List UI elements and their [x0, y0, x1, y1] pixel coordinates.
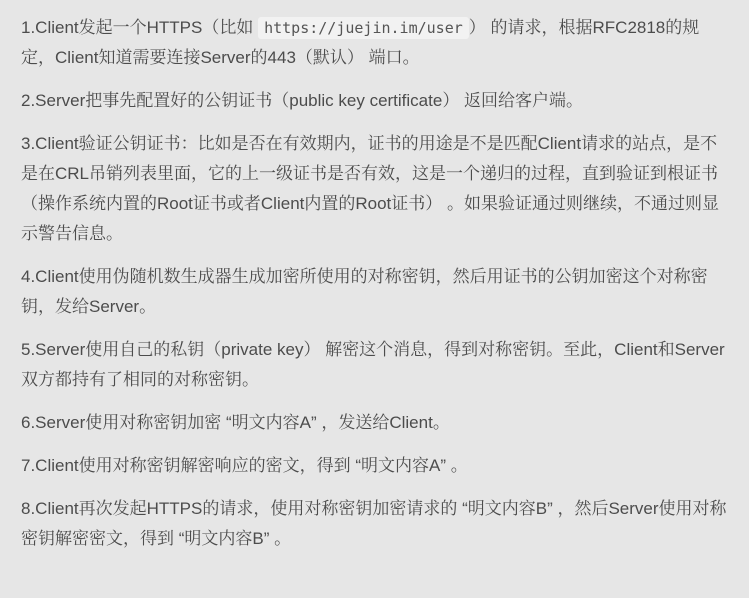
paragraph-step-7 [21, 451, 727, 481]
step-5-text: 5.Server使用自己的私钥（private key） 解密这个消息，得到对称密钥。至此，Client和Server双方都持有了相同的对称密钥。 [21, 340, 725, 389]
paragraph-step-8 [21, 494, 727, 554]
paragraph-step-2 [21, 86, 727, 116]
paragraph-step-3 [21, 129, 727, 249]
paragraph-step-4 [21, 262, 727, 322]
step-1-text-after-code: ） 的请求，根据RFC2818的规定，Client知道需要连接Server的443（默认） 端口。 [21, 18, 700, 67]
step-3-text: 3.Client验证公钥证书：比如是否在有效期内，证书的用途是不是匹配Client请求的站点，是不是在CRL吊销列表里面，它的上一级证书是否有效，这是一个递归的过程，直到验证到根证书（操作系统内置的Root证书或者Client内置的Root证书） 。如果验证通过则继续，不通过则显示警告信息。 [21, 134, 720, 243]
paragraph-step-6 [21, 408, 727, 438]
step-7-text: 7.Client使用对称密钥解密响应的密文，得到 “明文内容A” 。 [21, 456, 468, 475]
step-1-text-before-code: 1.Client发起一个HTTPS（比如 [21, 18, 259, 37]
article-content [0, 13, 749, 554]
article-page [0, 13, 749, 598]
step-6-text: 6.Server使用对称密钥加密 “明文内容A” ，发送给Client。 [21, 413, 450, 432]
step-4-text: 4.Client使用伪随机数生成器生成加密所使用的对称密钥，然后用证书的公钥加密这个对称密钥，发给Server。 [21, 267, 708, 316]
step-8-text: 8.Client再次发起HTTPS的请求，使用对称密钥加密请求的 “明文内容B” ，然后Server使用对称密钥解密密文，得到 “明文内容B” 。 [21, 499, 727, 548]
paragraph-step-5 [21, 335, 727, 395]
step-2-text: 2.Server把事先配置好的公钥证书（public key certificate） 返回给客户端。 [21, 91, 584, 110]
paragraph-step-1 [21, 13, 727, 73]
inline-code-url: https://juejin.im/user [258, 17, 469, 39]
